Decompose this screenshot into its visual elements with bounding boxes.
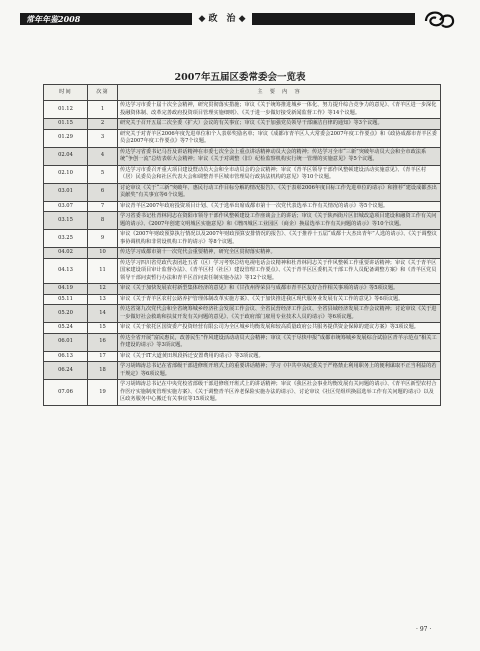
table-row [44, 230, 441, 248]
row-number: 19 [88, 380, 118, 406]
table-row [44, 284, 441, 295]
row-content: 传达学习省委书记马吾及讲话精神在市委七次全会上重点讲话精神动员大会的精神；传达学习全市“三新”突破年动员大会和全市政法系统“争创一流”总结表彰大会精神；审议《关于对调整（旧）纪检监察机构实行统一管理的实施意见》等5个议题。 [118, 147, 441, 165]
row-number: 9 [88, 230, 118, 248]
page-header [20, 6, 460, 32]
table-row [44, 201, 441, 212]
table-row [44, 380, 441, 406]
table-row [44, 147, 441, 165]
table-row [44, 351, 441, 362]
row-date: 03.25 [44, 230, 88, 248]
table-row [44, 258, 441, 284]
spiral-logo-icon [420, 6, 456, 32]
table-row [44, 183, 441, 201]
row-number: 5 [88, 165, 118, 183]
row-content: 审议《2007年财政预算执行情况以及2007年财政预算安排情况的报告》、《关于推荐十五届“成都十大杰出青年”人选的请示》、《关于调整议事协调机构和非常设机构工作的请示》等8个议题。 [118, 230, 441, 248]
row-date: 05.11 [44, 294, 88, 305]
table-row [44, 248, 441, 259]
page-number: · 97 · [416, 626, 432, 633]
row-number: 11 [88, 258, 118, 284]
table-row [44, 294, 441, 305]
row-content: 传达省第九次党代会和全省统筹城乡经济社会发展工作会议、全省民营经济工作会议、全省县域经济发展工作会议精神；讨论审议《关于进一步做好社会救助和扶贫开发有关问题的意见》、《关于政府部门雇用专业技术人员的请示》等6项议题。 [118, 305, 441, 323]
row-number: 2 [88, 119, 118, 130]
row-date: 01.15 [44, 119, 88, 130]
row-number: 7 [88, 201, 118, 212]
row-date: 02.04 [44, 147, 88, 165]
row-number: 1 [88, 101, 118, 119]
row-date: 02.10 [44, 165, 88, 183]
table-row [44, 323, 441, 334]
row-number: 16 [88, 333, 118, 351]
row-number: 15 [88, 323, 118, 334]
row-content: 研究关于对青羊区2006年度先进单位和个人表彰奖励名单；审议《成都市青羊区人大常委会2007年度工作要点》和《政协成都市青羊区委员会2007年度工作要点》等7个议题。 [118, 129, 441, 147]
row-content: 研究关于召开五届二次全委（扩大）会议的有关事宜；审议《关于加强党员领导干部廉洁自律的通知》等3个议题。 [118, 119, 441, 130]
row-content: 审议《关于青羊区农村公路养护管理体制改革实施方案》、《关于加快推进我区现代服务业发展有关工作的意见》等6项议题。 [118, 294, 441, 305]
row-content: 审议《关于依托区国资委产投资经营有限公司为全区城乡均衡发展和较高质量政府公共服务提供资金保障的建议方案》等3项议题。 [118, 323, 441, 334]
section-label: ◆ 政 治 ◆ [192, 10, 252, 28]
row-number: 18 [88, 362, 118, 380]
row-content: 传达学习市委召开重大项目建设暨动员大会和全市动员会的会议精神；审议《青羊区领导干部作风整顿建设活动实施意见》、《青羊区村（居）民委员会和社区代表大会和调整青羊区城市管理局行政执法机构的意见》等10个议题。 [118, 165, 441, 183]
row-date: 06.13 [44, 351, 88, 362]
row-date: 03.01 [44, 183, 88, 201]
table-title: 2007年五届区委常委会一览表 [174, 72, 306, 83]
column-header-content: 主 要 内 容 [118, 85, 441, 101]
row-date: 04.19 [44, 284, 88, 295]
row-number: 4 [88, 147, 118, 165]
row-content: 传达学习成都市第十一次党代会重要精神，研究全区贯彻落实精神。 [118, 248, 441, 259]
row-content: 传达学习四川省党政代表团赴五省（区）学习考察总结电视电话会议精神和杜青林同志关于作风整顿工作重要讲话精神；审议《关于青羊区国家建设项目审计监督办法》、《青羊区村（社区）建设管理工作要点》、《关于青羊区区委机关干部工作人员配备调整方案》和《青羊区党员领导干部问责暂行办法和青羊区首问责任制实施办法》等12个议题。 [118, 258, 441, 284]
table-row [44, 119, 441, 130]
row-number: 12 [88, 284, 118, 295]
row-number: 8 [88, 212, 118, 230]
row-number: 14 [88, 305, 118, 323]
row-date: 06.01 [44, 333, 88, 351]
row-content: 学习胡锦涛总书记在中央党校省部级干部进修班开班式上的讲话精神；审议《我区社会事业均衡发展有关问题的请示》、《青羊区新型农村合作医疗实施制度管理实施方案》、《关于调整青羊区养老保险实施办法的请示》、讨论审议《社区党组织换届选举工作有关问题的请示》以及区政务服务中心搬迁有关事宜等15项议题。 [118, 380, 441, 406]
table-row [44, 101, 441, 119]
row-date: 03.07 [44, 201, 88, 212]
row-date: 04.02 [44, 248, 88, 259]
row-date: 01.12 [44, 101, 88, 119]
row-date: 05.24 [44, 323, 88, 334]
standing-committee-table [43, 84, 441, 406]
row-content: 传达全省开展“富民惠民，改善民生”作风建设活动动员大会精神；审议《关于尽快申报“成都市统筹城乡发展综合试验区青羊示范点”相关工作建设的请示》等3项议题。 [118, 333, 441, 351]
row-number: 13 [88, 294, 118, 305]
row-content: 传达学习市委十届十次全会精神，研究贯彻落实措施；审议《关于统筹推进城乡一体化、努力提升综合竞争力的意见》、《青羊区进一步深化投融资体制、改革完善政府投资项目管理实施细则》、《关于进一步做好接受新闻监督工作》等14个议题。 [118, 101, 441, 119]
row-number: 17 [88, 351, 118, 362]
table-row [44, 165, 441, 183]
row-content: 学习省委书记杜青林同志在资阳市领导干部作风整顿建设工作座谈会上的讲话；审议《关于陕西街片区旧城改造项目建设和融资工作有关问题的请示》、《2007年创建文明城区实施意见》和《增四城区工业园区（商企）换届选举工作有关问题的请示》等10个议题。 [118, 212, 441, 230]
row-content: 审议《关于加快发展农村新型集体经济的意见》和《甘孜州得荣县与成都市青羊区友好合作相关事项的请示》等5项议题。 [118, 284, 441, 295]
table-row [44, 362, 441, 380]
row-number: 6 [88, 183, 118, 201]
yearbook-title: 常年年鉴2008 [26, 14, 81, 24]
table-row [44, 212, 441, 230]
row-date: 06.24 [44, 362, 88, 380]
row-content: 学习胡锦涛总书记在省部级干部进修班开班式上的重要讲话精神；学习《中共中央纪委关于严格禁止利用职务上的便利谋取不正当利益的若干规定》等6项议题。 [118, 362, 441, 380]
table-row [44, 305, 441, 323]
row-date: 05.20 [44, 305, 88, 323]
row-date: 03.15 [44, 212, 88, 230]
row-number: 10 [88, 248, 118, 259]
table-row [44, 129, 441, 147]
row-date: 01.29 [44, 129, 88, 147]
row-number: 3 [88, 129, 118, 147]
column-header-date: 时间 [44, 85, 88, 101]
row-date: 07.06 [44, 380, 88, 406]
column-header-number: 次第 [88, 85, 118, 101]
row-date: 04.13 [44, 258, 88, 284]
row-content: 审议《关于IT大道黄田坝段拆迁安置费用的请示》等3项议题。 [118, 351, 441, 362]
row-content: 讨论审议《关于“三新”突破年、惠民行动工作目标分解的情况报告》、《关于表彰2006年度目标工作先进单位的请示》和推荐“建设成都杰出贡献奖”有关事宜等6个议题。 [118, 183, 441, 201]
table-row [44, 333, 441, 351]
table-header-row [44, 85, 441, 101]
row-content: 审议青羊区2007年政府投资项目计划、《关于选举出席成都市第十一次党代表选举工作有关情况的请示》等5个议题。 [118, 201, 441, 212]
